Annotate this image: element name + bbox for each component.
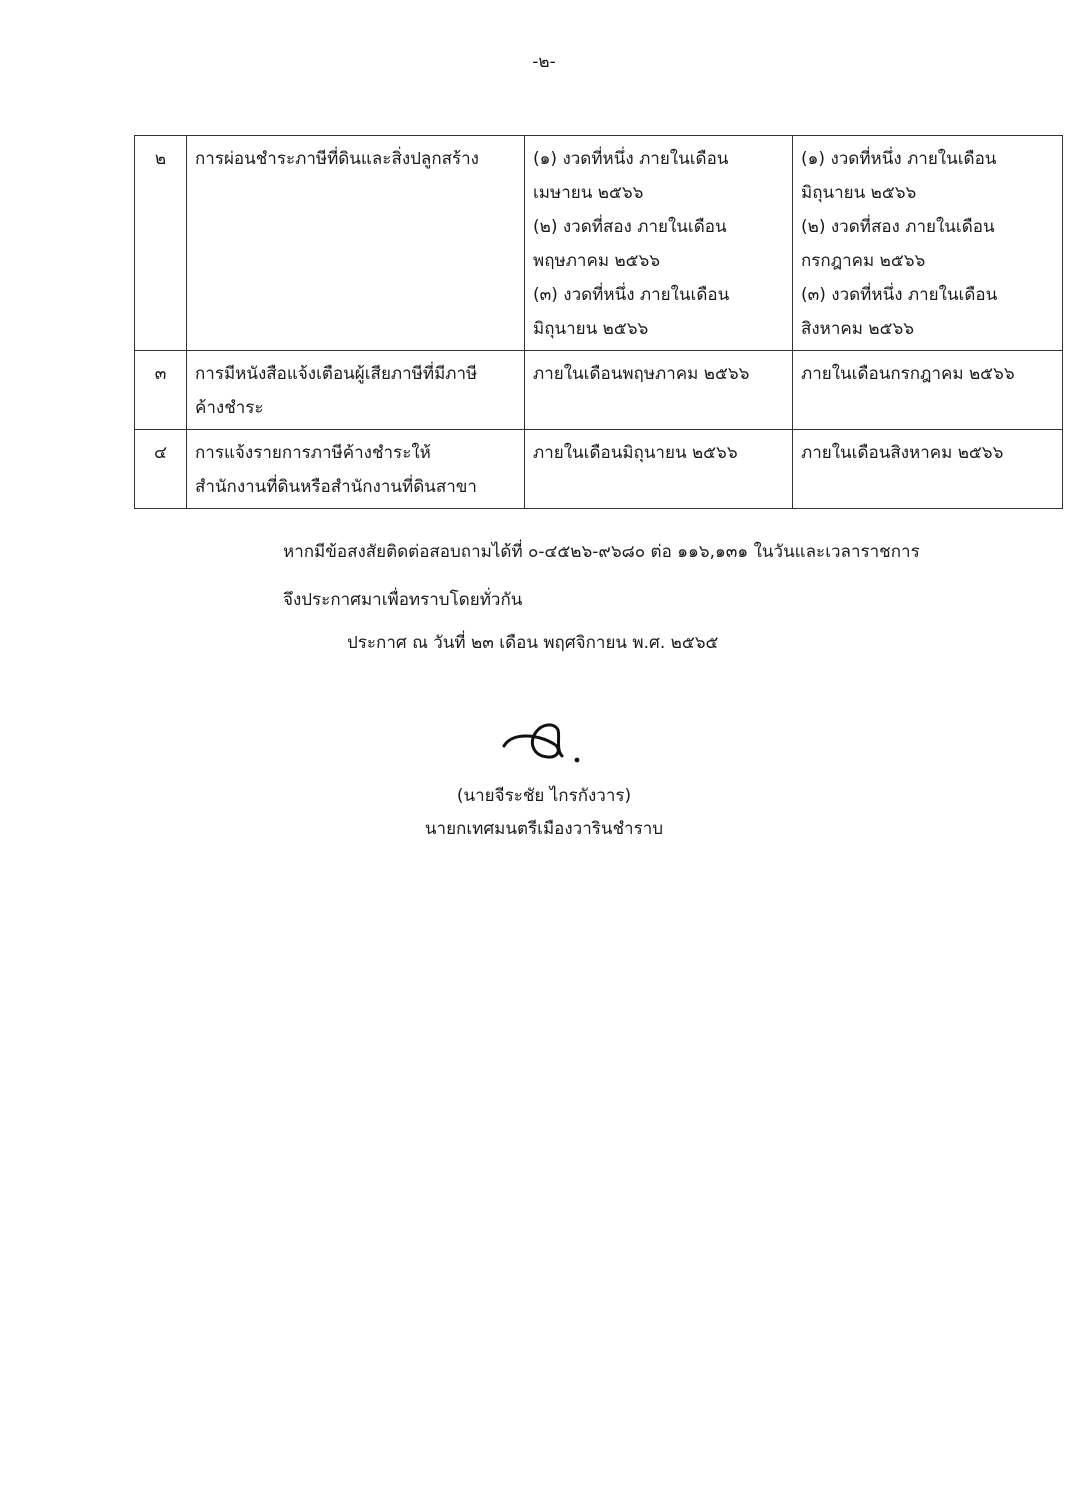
cell-line: มิถุนายน ๒๕๖๖: [801, 183, 917, 203]
item-cell: [187, 136, 525, 351]
announce-text: จึงประกาศมาเพื่อทราบโดยทั่วกัน: [283, 590, 523, 610]
table-row: [135, 351, 1063, 430]
row-number: ๓: [135, 351, 187, 430]
row-number: ๒: [135, 136, 187, 351]
item-cell: [187, 351, 525, 430]
page-number: -๒-: [532, 52, 556, 72]
cell-line: ภายในเดือนมิถุนายน ๒๕๖๖: [533, 443, 738, 463]
signature: [498, 712, 608, 772]
cell-line: (๒) งวดที่สอง ภายในเดือน: [533, 217, 727, 237]
cell-line: ภายในเดือนพฤษภาคม ๒๕๖๖: [533, 364, 750, 384]
cell-line: (๑) งวดที่หนึ่ง ภายในเดือน: [801, 149, 997, 169]
table-row: [135, 430, 1063, 509]
cell-line: การแจ้งรายการภาษีค้างชำระให้: [195, 443, 431, 463]
cell-line: พฤษภาคม ๒๕๖๖: [533, 251, 661, 271]
cell-line: กรกฎาคม ๒๕๖๖: [801, 251, 926, 271]
period-b-cell: [793, 351, 1063, 430]
row-number: ๔: [135, 430, 187, 509]
signer-position: นายกเทศมนตรีเมืองวารินชำราบ: [424, 819, 664, 839]
cell-line: ค้างชำระ: [195, 398, 264, 418]
cell-line: (๒) งวดที่สอง ภายในเดือน: [801, 217, 995, 237]
cell-line: ภายในเดือนสิงหาคม ๒๕๖๖: [801, 443, 1004, 463]
item-cell: [187, 430, 525, 509]
table-row: [135, 136, 1063, 351]
period-b-cell: [793, 136, 1063, 351]
cell-line: มิถุนายน ๒๕๖๖: [533, 319, 649, 339]
cell-line: การผ่อนชำระภาษีที่ดินและสิ่งปลูกสร้าง: [195, 149, 479, 169]
cell-line: ภายในเดือนกรกฎาคม ๒๕๖๖: [801, 364, 1015, 384]
schedule-table: [134, 135, 1063, 509]
period-a-cell: [525, 430, 793, 509]
signer-name: (นายจีระชัย ไกรกังวาร): [456, 786, 632, 806]
contact-text: หากมีข้อสงสัยติดต่อสอบถามได้ที่ ๐-๔๕๒๖-๙๖๘๐ ต่อ ๑๑๖,๑๓๑ ในวันและเวลาราชการ: [283, 542, 920, 562]
cell-line: เมษายน ๒๕๖๖: [533, 183, 644, 203]
period-a-cell: [525, 136, 793, 351]
cell-line: การมีหนังสือแจ้งเตือนผู้เสียภาษีที่มีภาษี: [195, 364, 478, 384]
cell-line: (๓) งวดที่หนึ่ง ภายในเดือน: [533, 285, 730, 305]
cell-line: สำนักงานที่ดินหรือสำนักงานที่ดินสาขา: [195, 477, 477, 497]
announce-date: ประกาศ ณ วันที่ ๒๓ เดือน พฤศจิกายน พ.ศ. ๒๕๖๕: [347, 633, 719, 653]
cell-line: (๑) งวดที่หนึ่ง ภายในเดือน: [533, 149, 729, 169]
cell-line: (๓) งวดที่หนึ่ง ภายในเดือน: [801, 285, 998, 305]
cell-line: สิงหาคม ๒๕๖๖: [801, 319, 915, 339]
period-a-cell: [525, 351, 793, 430]
table-body: [135, 136, 1063, 509]
period-b-cell: [793, 430, 1063, 509]
